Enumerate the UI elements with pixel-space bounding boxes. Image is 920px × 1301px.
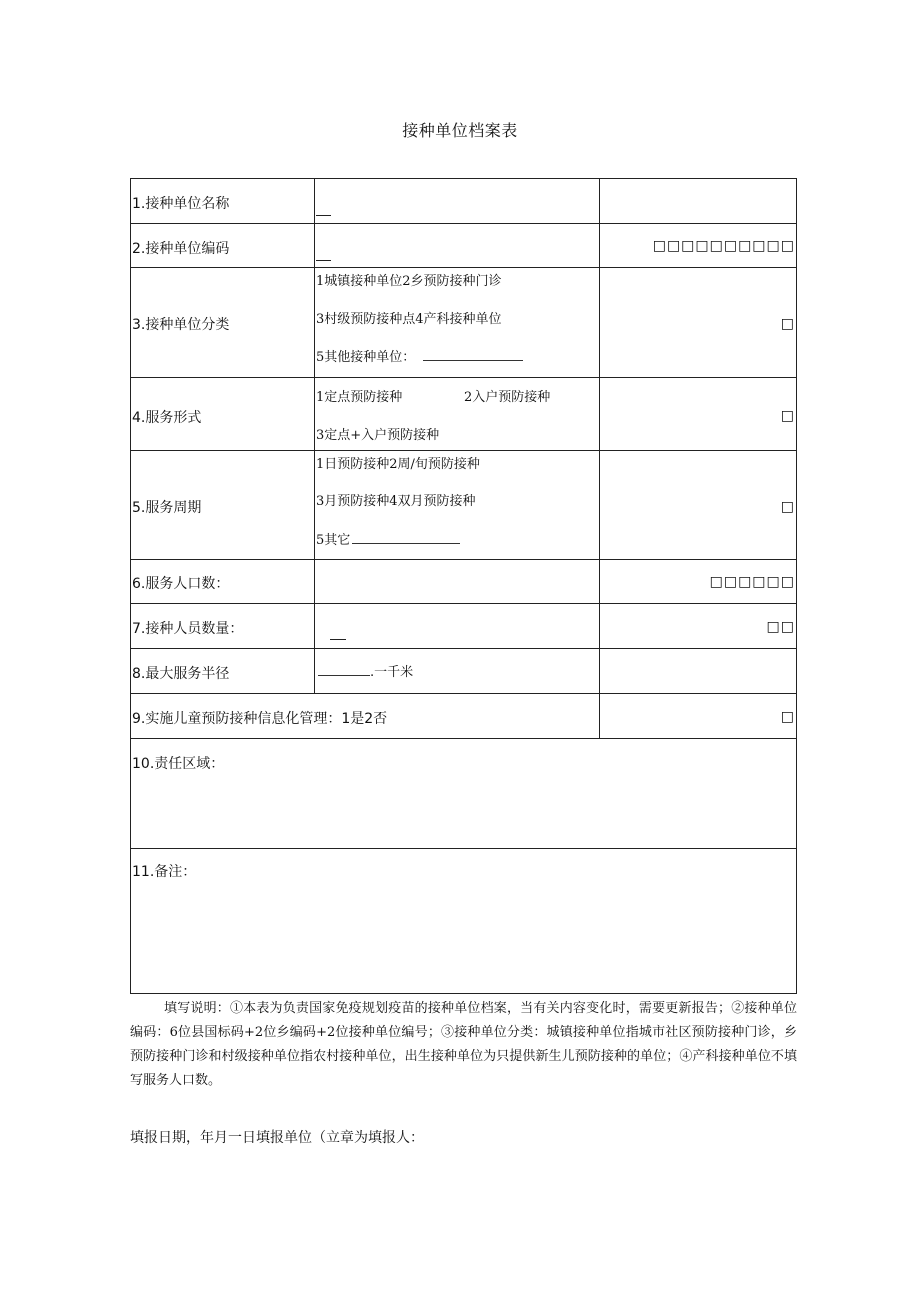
responsibility-area-field[interactable] (132, 778, 794, 844)
staff-count-label: 7.接种人员数量： (132, 621, 244, 637)
informatization-checkbox[interactable]: □ (780, 709, 795, 725)
staff-count-field[interactable] (330, 639, 346, 640)
unit-category-checkbox[interactable]: □ (780, 316, 795, 332)
service-form-option1: 1定点预防接种 (316, 390, 403, 405)
service-cycle-other-blank[interactable] (352, 533, 460, 544)
staff-count-checkboxes[interactable]: □□ (766, 619, 795, 635)
unit-category-other-blank[interactable] (423, 350, 523, 361)
responsibility-area-label: 10.责任区域： (132, 756, 225, 772)
service-cycle-checkbox[interactable]: □ (780, 499, 795, 515)
unit-code-field[interactable] (316, 260, 331, 261)
unit-code-label: 2.接种单位编码 (132, 241, 230, 257)
archive-form-table (130, 178, 797, 994)
service-cycle-option-line3 (316, 529, 460, 548)
service-cycle-other-label: 5其它 (316, 533, 351, 548)
unit-category-option-line2: 3村级预防接种点4产科接种单位 (316, 312, 502, 327)
unit-category-label: 3.接种单位分类 (132, 317, 230, 333)
service-form-option3: 3定点+入户预防接种 (316, 428, 440, 443)
unit-category-other-label: 5其他接种单位： (316, 350, 416, 365)
remarks-label: 11.备注： (132, 864, 197, 880)
service-cycle-label: 5.服务周期 (132, 500, 202, 516)
filling-instructions: 填写说明：①本表为负责国家免疫规划疫苗的接种单位档案，当有关内容变化时，需要更新报告；②接种单位编码：6位县国标码+2位乡编码+2位接种单位编号；③接种单位分类：城镇接种单位指城市社区预防接种门诊，乡预防接种门诊和村级接种单位指农村接种单位，出生接种单位为只提供新生儿预防接种的单位；④产科接种单位不填写服务人口数。 (130, 1001, 797, 1088)
unit-code-checkboxes[interactable]: □□□□□□□□□□ (652, 238, 795, 254)
unit-category-option-line3 (316, 346, 523, 365)
max-radius-blank[interactable] (318, 665, 370, 676)
service-form-option2: 2入户预防接种 (464, 390, 551, 405)
service-form-label: 4.服务形式 (132, 410, 202, 426)
service-cycle-option-line2: 3月预防接种4双月预防接种 (316, 494, 476, 509)
footer-signature-line: 填报日期，年月一日填报单位（立章为填报人： (130, 1130, 424, 1146)
service-population-label: 6.服务人口数： (132, 576, 230, 592)
max-radius-label: 8.最大服务半径 (132, 666, 230, 682)
max-radius-value (318, 661, 413, 680)
form-title: 接种单位档案表 (402, 121, 518, 140)
unit-category-option-line1: 1城镇接种单位2乡预防接种门诊 (316, 274, 502, 289)
max-radius-unit: .一千米 (370, 665, 414, 680)
remarks-field[interactable] (132, 886, 794, 990)
service-population-checkboxes[interactable]: □□□□□□ (709, 574, 795, 590)
unit-name-field[interactable] (316, 215, 331, 216)
service-form-checkbox[interactable]: □ (780, 408, 795, 424)
service-cycle-option-line1: 1日预防接种2周/旬预防接种 (316, 457, 480, 472)
informatization-label: 9.实施儿童预防接种信息化管理：1是2否 (132, 711, 388, 727)
unit-name-label: 1.接种单位名称 (132, 196, 230, 212)
